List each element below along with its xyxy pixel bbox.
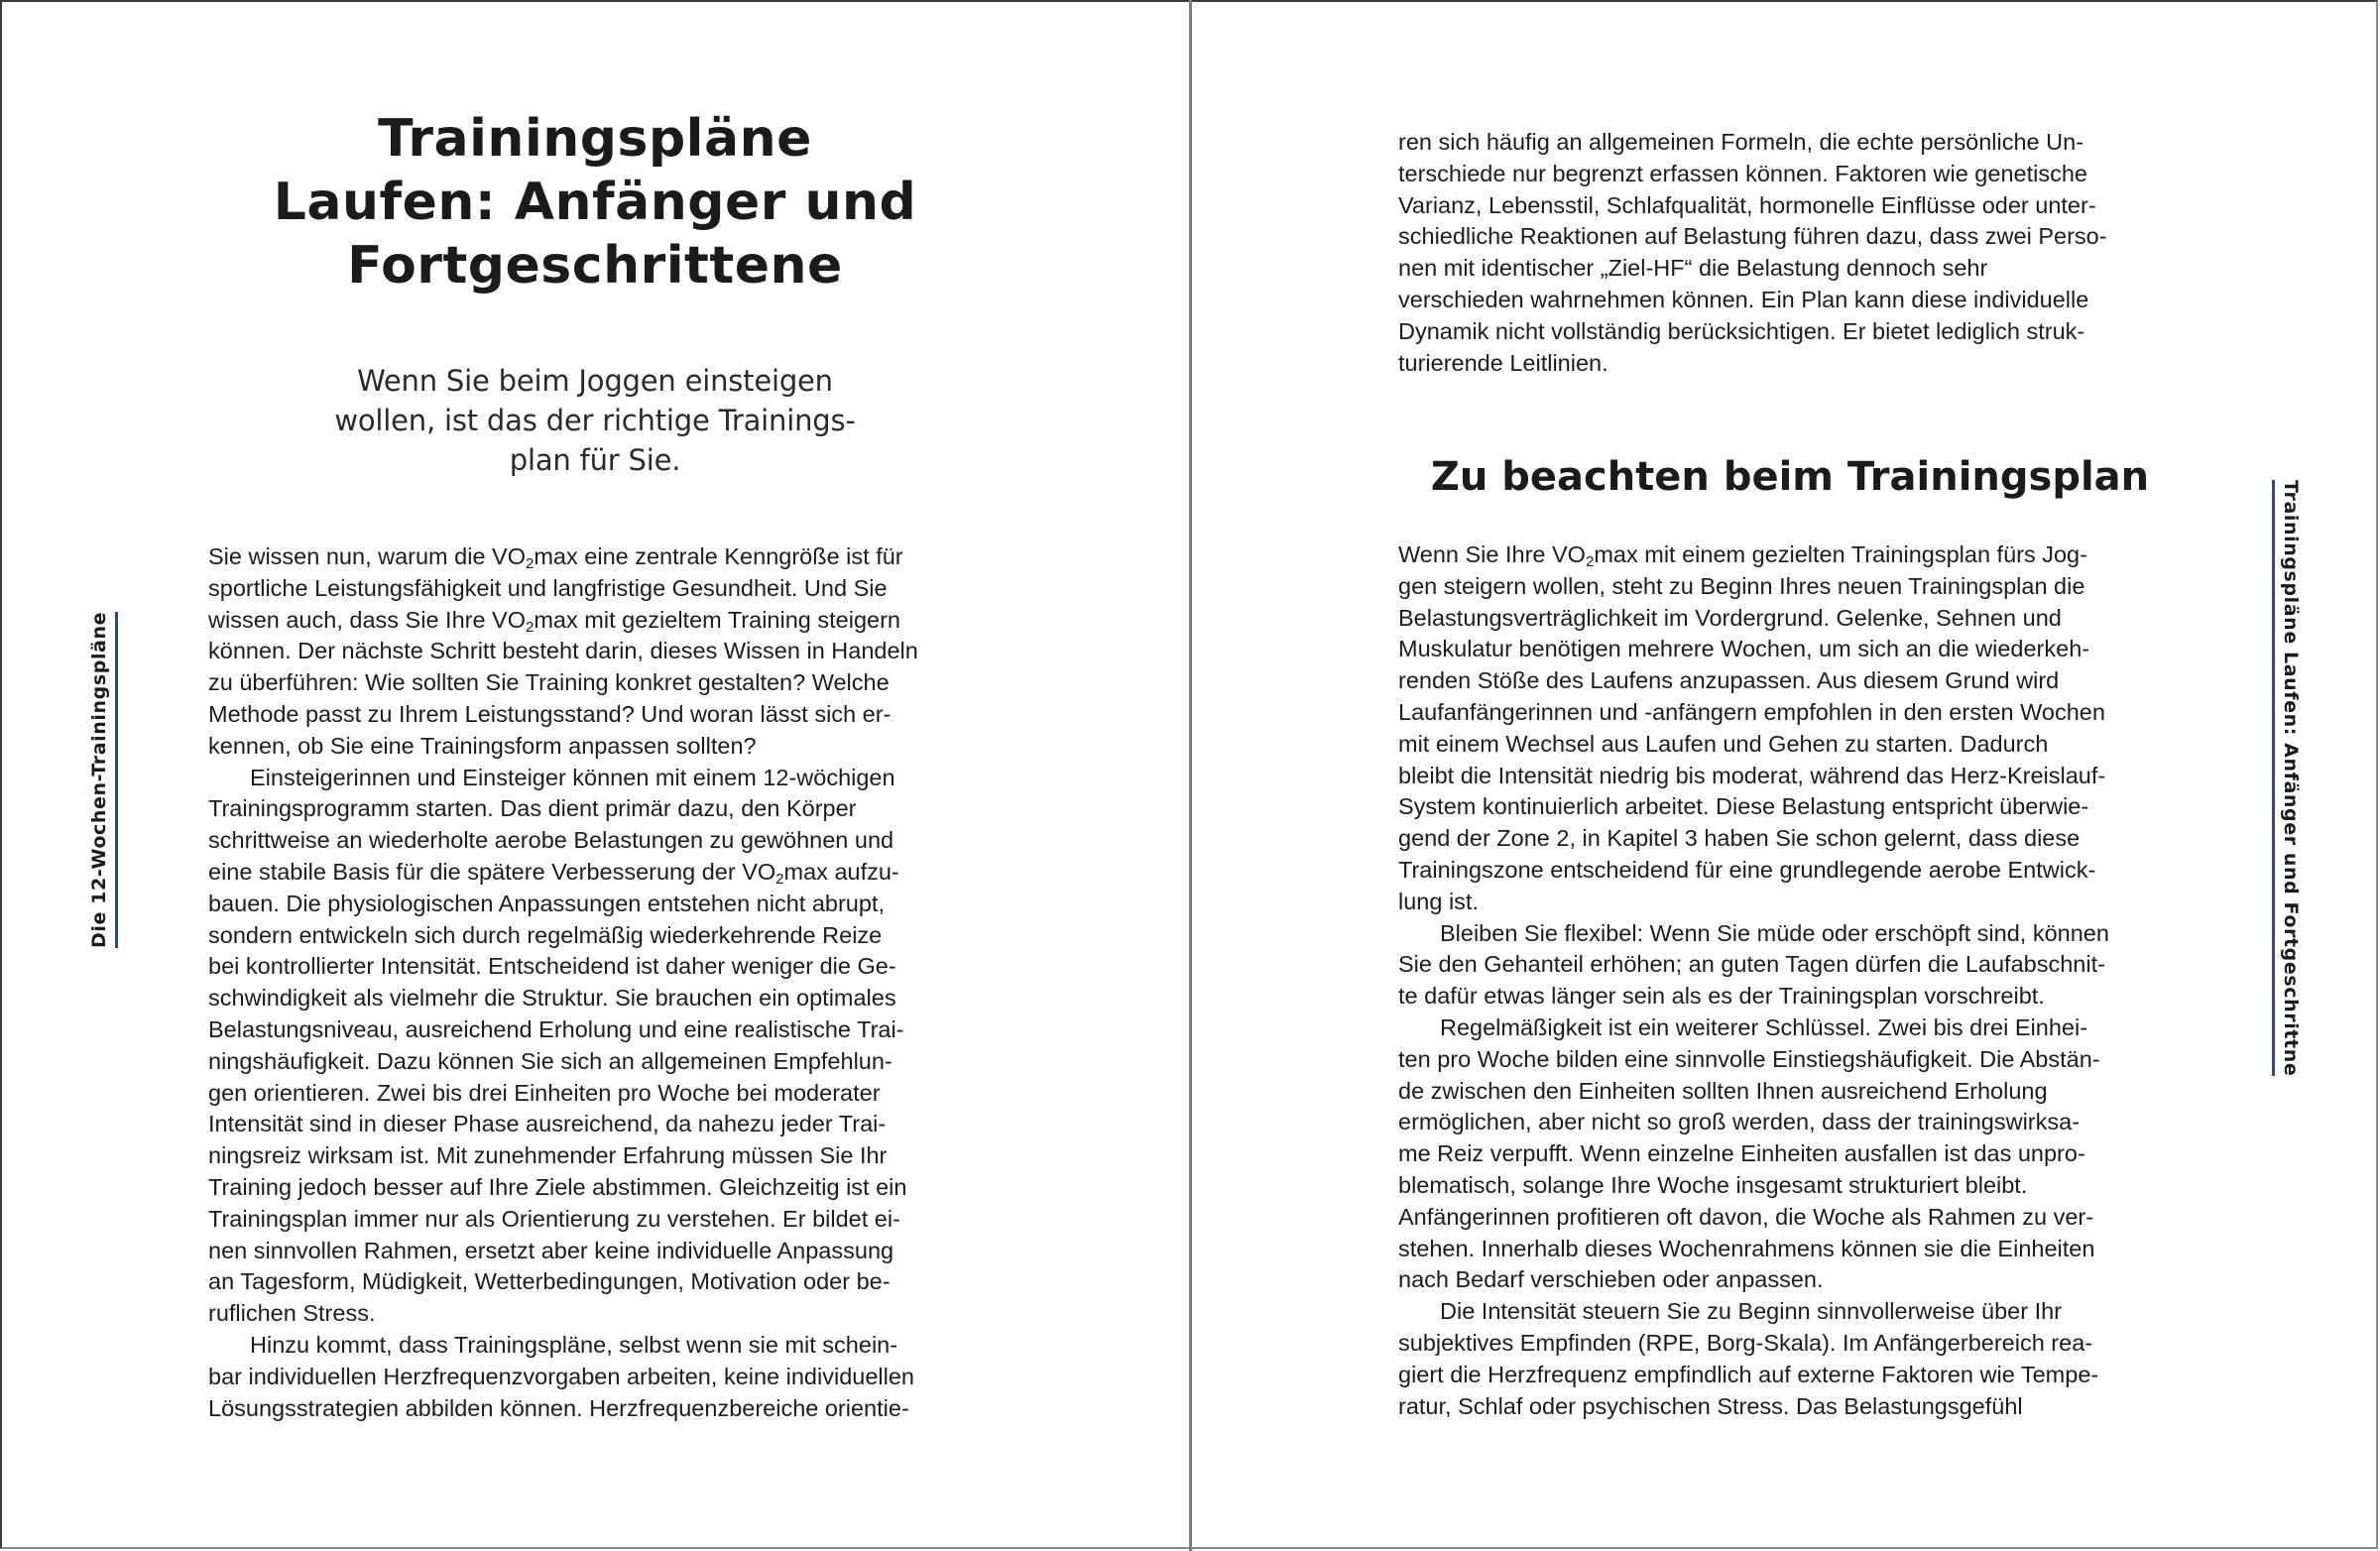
text-line: zu überführen: Wie sollten Sie Training konkret gestalten? Welche <box>208 669 890 696</box>
text-line: Intensität sind in dieser Phase ausreichend, da nahezu jeder Trai- <box>208 1111 887 1137</box>
text-line: Hinzu kommt, dass Trainingspläne, selbst wenn sie mit schein- <box>250 1331 898 1358</box>
text-line: Lösungsstrategien abbilden können. Herzfrequenzbereiche orientie- <box>208 1394 909 1421</box>
text-line: Wenn Sie Ihre $VO_2\max$ mit einem gezielten Trainingsplan fürs Jog- <box>1398 541 2087 570</box>
body-text-left <box>208 541 992 1424</box>
left-page <box>0 0 1189 1551</box>
body-text-right-continued <box>1398 127 2182 379</box>
text-line: te dafür etwas länger sein als es der Trainingsplan vorschreibt. <box>1398 983 2045 1010</box>
text-line: ermöglichen, aber nicht so groß werden, dass der trainingswirksa- <box>1398 1109 2081 1135</box>
text-line: Muskulatur benötigen mehrere Wochen, um sich an die wiederkeh- <box>1398 636 2090 662</box>
text-line: Dynamik nicht vollständig berücksichtigen. Er bietet lediglich struk- <box>1398 317 2085 344</box>
text-line: nen sinnvollen Rahmen, ersetzt aber keine individuelle Anpassung <box>208 1237 894 1263</box>
text-line: können. Der nächste Schritt besteht darin, dieses Wissen in Handeln <box>208 638 918 664</box>
text-line: Belastungsniveau, ausreichend Erholung und eine realistische Trai- <box>208 1015 904 1042</box>
text-line: Trainingsplan immer nur als Orientierung zu verstehen. Er bildet ei- <box>208 1205 900 1232</box>
running-head-left: Die 12-Wochen-Trainingspläne <box>87 612 118 948</box>
running-head-right: Trainingspläne Laufen: Anfänger und Fortgeschrittne <box>2272 480 2303 1076</box>
chapter-title-line: Laufen: Anfänger und <box>273 173 917 232</box>
lead-line: Wenn Sie beim Joggen einsteigen <box>357 364 833 398</box>
text-line: ruflichen Stress. <box>208 1300 376 1327</box>
text-line: Varianz, Lebensstil, Schlafqualität, hormonelle Einflüsse oder unter- <box>1398 191 2096 218</box>
lead-line: wollen, ist das der richtige Trainings- <box>334 404 856 437</box>
chapter-title-line: Trainingspläne <box>378 109 812 169</box>
text-line: gen steigern wollen, steht zu Beginn Ihres neuen Trainingsplan die <box>1398 572 2085 599</box>
text-line: gen orientieren. Zwei bis drei Einheiten pro Woche bei moderater <box>208 1079 881 1106</box>
text-line: schrittweise an wiederholte aerobe Belastungen zu gewöhnen und <box>208 827 894 854</box>
text-line: mit einem Wechsel aus Laufen und Gehen zu starten. Dadurch <box>1398 730 2049 757</box>
text-line: wissen auch, dass Sie Ihre $VO_2\max$ mit gezieltem Training steigern <box>208 606 900 636</box>
text-line: Bleiben Sie flexibel: Wenn Sie müde oder erschöpft sind, können <box>1440 919 2109 946</box>
text-line: de zwischen den Einheiten sollten Ihnen ausreichend Erholung <box>1398 1077 2048 1104</box>
text-line: verschieden wahrnehmen können. Ein Plan kann diese individuelle <box>1398 286 2089 312</box>
text-line: Laufanfängerinnen und -anfängern empfohlen in den ersten Wochen <box>1398 698 2105 725</box>
text-line: Methode passt zu Ihrem Leistungsstand? Und woran lässt sich er- <box>208 700 892 727</box>
chapter-title-line: Fortgeschrittene <box>347 236 843 296</box>
text-line: ren sich häufig an allgemeinen Formeln, die echte persönliche Un- <box>1398 129 2084 155</box>
text-line: eine stabile Basis für die spätere Verbesserung der $VO_2\max$ aufzu- <box>208 858 899 888</box>
text-line: blematisch, solange Ihre Woche insgesamt strukturiert bleibt. <box>1398 1171 2028 1198</box>
chapter-lead <box>208 361 982 480</box>
text-line: schwindigkeit als vielmehr die Struktur. Sie brauchen ein optimales <box>208 985 896 1012</box>
body-text-right-section <box>1398 539 2182 1422</box>
lead-line: plan für Sie. <box>509 443 681 477</box>
text-line: sportliche Leistungsfähigkeit und langfristige Gesundheit. Und Sie <box>208 574 888 601</box>
text-line: bei kontrollierter Intensität. Entscheidend ist daher weniger die Ge- <box>208 953 896 980</box>
text-line: renden Stöße des Laufens anzupassen. Aus diesem Grund wird <box>1398 667 2060 694</box>
text-line: Sie wissen nun, warum die $VO_2\max$ eine zentrale Kenngröße ist für <box>208 543 903 572</box>
text-line: kennen, ob Sie eine Trainingsform anpassen sollten? <box>208 732 757 759</box>
text-line: Belastungsverträglichkeit im Vordergrund. Gelenke, Sehnen und <box>1398 604 2062 631</box>
text-line: bauen. Die physiologischen Anpassungen entstehen nicht abrupt, <box>208 890 885 916</box>
chapter-title <box>208 107 982 298</box>
text-line: sondern entwickeln sich durch regelmäßig wiederkehrende Reize <box>208 921 883 948</box>
text-line: turierende Leitlinien. <box>1398 349 1608 376</box>
text-line: gend der Zone 2, in Kapitel 3 haben Sie schon gelernt, dass diese <box>1398 825 2081 852</box>
text-line: giert die Herzfrequenz empfindlich auf externe Faktoren wie Tempe- <box>1398 1361 2099 1387</box>
text-line: ningsreiz wirksam ist. Mit zunehmender Erfahrung müssen Sie Ihr <box>208 1142 888 1169</box>
section-heading: Zu beachten beim Trainingsplan <box>1430 454 2150 500</box>
text-line: Training jedoch besser auf Ihre Ziele abstimmen. Gleichzeitig ist ein <box>208 1173 907 1200</box>
text-line: ten pro Woche bilden eine sinnvolle Einstiegshäufigkeit. Die Abstän- <box>1398 1045 2100 1072</box>
text-line: Einsteigerinnen und Einsteiger können mit einem 12-wöchigen <box>250 764 895 790</box>
text-line: subjektives Empfinden (RPE, Borg-Skala). Im Anfängerbereich rea- <box>1398 1329 2093 1356</box>
text-line: Sie den Gehanteil erhöhen; an guten Tagen dürfen die Laufabschnit- <box>1398 951 2105 978</box>
text-line: bar individuellen Herzfrequenzvorgaben arbeiten, keine individuellen <box>208 1363 914 1389</box>
text-line: Die Intensität steuern Sie zu Beginn sinnvollerweise über Ihr <box>1440 1298 2063 1325</box>
text-line: lung ist. <box>1398 888 1479 914</box>
text-line: Regelmäßigkeit ist ein weiterer Schlüssel. Zwei bis drei Einhei- <box>1440 1014 2088 1040</box>
text-line: stehen. Innerhalb dieses Wochenrahmens können sie die Einheiten <box>1398 1235 2095 1261</box>
text-line: Trainingsprogramm starten. Das dient primär dazu, den Körper <box>208 795 857 822</box>
text-line: nen mit identischer „Ziel-HF“ die Belastung dennoch sehr <box>1398 255 1988 282</box>
text-line: terschiede nur begrenzt erfassen können. Faktoren wie genetische <box>1398 160 2087 186</box>
text-line: Trainingszone entscheidend für eine grundlegende aerobe Entwick- <box>1398 856 2096 883</box>
text-line: nach Bedarf verschieben oder anpassen. <box>1398 1266 1824 1293</box>
text-line: an Tagesform, Müdigkeit, Wetterbedingungen, Motivation oder be- <box>208 1268 891 1295</box>
text-line: schiedliche Reaktionen auf Belastung führen dazu, dass zwei Perso- <box>1398 223 2107 250</box>
text-line: bleibt die Intensität niedrig bis moderat, während das Herz-Kreislauf- <box>1398 762 2106 788</box>
text-line: ningshäufigkeit. Dazu können Sie sich an allgemeinen Empfehlun- <box>208 1047 892 1074</box>
text-line: Anfängerinnen profitieren oft davon, die Woche als Rahmen zu ver- <box>1398 1203 2094 1230</box>
text-line: ratur, Schlaf oder psychischen Stress. Das Belastungsgefühl <box>1398 1392 2023 1419</box>
text-line: me Reiz verpufft. Wenn einzelne Einheiten ausfallen ist das unpro- <box>1398 1140 2085 1167</box>
text-line: System kontinuierlich arbeitet. Diese Belastung entspricht überwie- <box>1398 793 2089 820</box>
